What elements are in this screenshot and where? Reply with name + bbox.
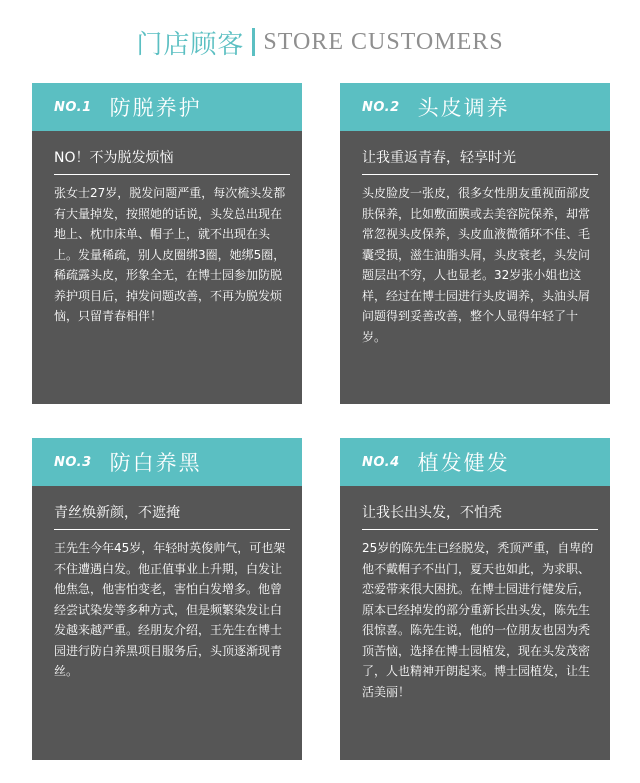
page-title-en: STORE CUSTOMERS [263,28,504,55]
card-subtitle: 青丝焕新颜，不遮掩 [54,504,290,530]
customer-card-4 [340,438,610,760]
card-body-text: 头皮脸皮一张皮，很多女性朋友重视面部皮肤保养，比如敷面膜或去美容院保养，却常常忽视头皮保养，头皮血液微循环不佳、毛囊受损，滋生油脂头屑，头皮衰老，头发问题层出不穷，人也显老。32岁张小姐也这样，经过在博士园进行头皮调养，头油头屑问题得到妥善改善，整个人显得年轻了十岁。 [362,186,591,344]
card-number: NO.4 [362,454,400,470]
card-title-bar [32,83,302,131]
customer-card-1 [32,83,302,404]
page-header [0,24,640,60]
card-body-text: 25岁的陈先生已经脱发，秃顶严重，自卑的他不戴帽子不出门，夏天也如此，为求职、恋爱带来很大困扰。在博士园进行健发后，原本已经掉发的部分重新长出头发，陈先生很惊喜。陈先生说，他的一位朋友也因为秃顶苦恼，选择在博士园植发，现在头发茂密了，人也精神开朗起来。博士园植发，让生活美丽！ [362,541,594,699]
page-title-cn: 门店顾客 [136,29,245,60]
customer-card-3 [32,438,302,760]
card-title: 防脱养护 [109,96,202,120]
card-subtitle: 让我长出头发，不怕秃 [362,504,598,530]
card-title: 头皮调养 [417,96,510,120]
card-number: NO.1 [54,99,92,115]
card-body-text: 张女士27岁，脱发问题严重，每次梳头发都有大量掉发，按照她的话说，头发总出现在地上、枕巾床单、帽子上，就不出现在头上。发量稀疏，别人皮圈绑3圈，她绑5圈，稀疏露头皮，形象全无，在博士园参加防脱养护项目后，掉发问题改善，不再为脱发烦恼，只留青春相伴！ [54,186,286,323]
card-subtitle: 让我重返青春，轻享时光 [362,149,598,175]
card-number: NO.2 [362,99,400,115]
card-number: NO.3 [54,454,92,470]
card-title-bar [32,438,302,486]
card-title: 防白养黑 [109,451,202,475]
card-body-text: 王先生今年45岁，年轻时英俊帅气，可也架不住遭遇白发。他正值事业上升期，白发让他焦急，他害怕变老，害怕白发增多。他曾经尝试染发等多种方式，但是频繁染发让白发越来越严重。经朋友介绍，王先生在博士园进行防白养黑项目服务后，头顶逐渐现青丝。 [54,541,286,678]
card-title: 植发健发 [417,451,510,475]
card-subtitle: NO！不为脱发烦恼 [54,149,290,175]
card-title-bar [340,438,610,486]
card-title-bar [340,83,610,131]
customer-card-2 [340,83,610,404]
title-divider [252,28,255,56]
